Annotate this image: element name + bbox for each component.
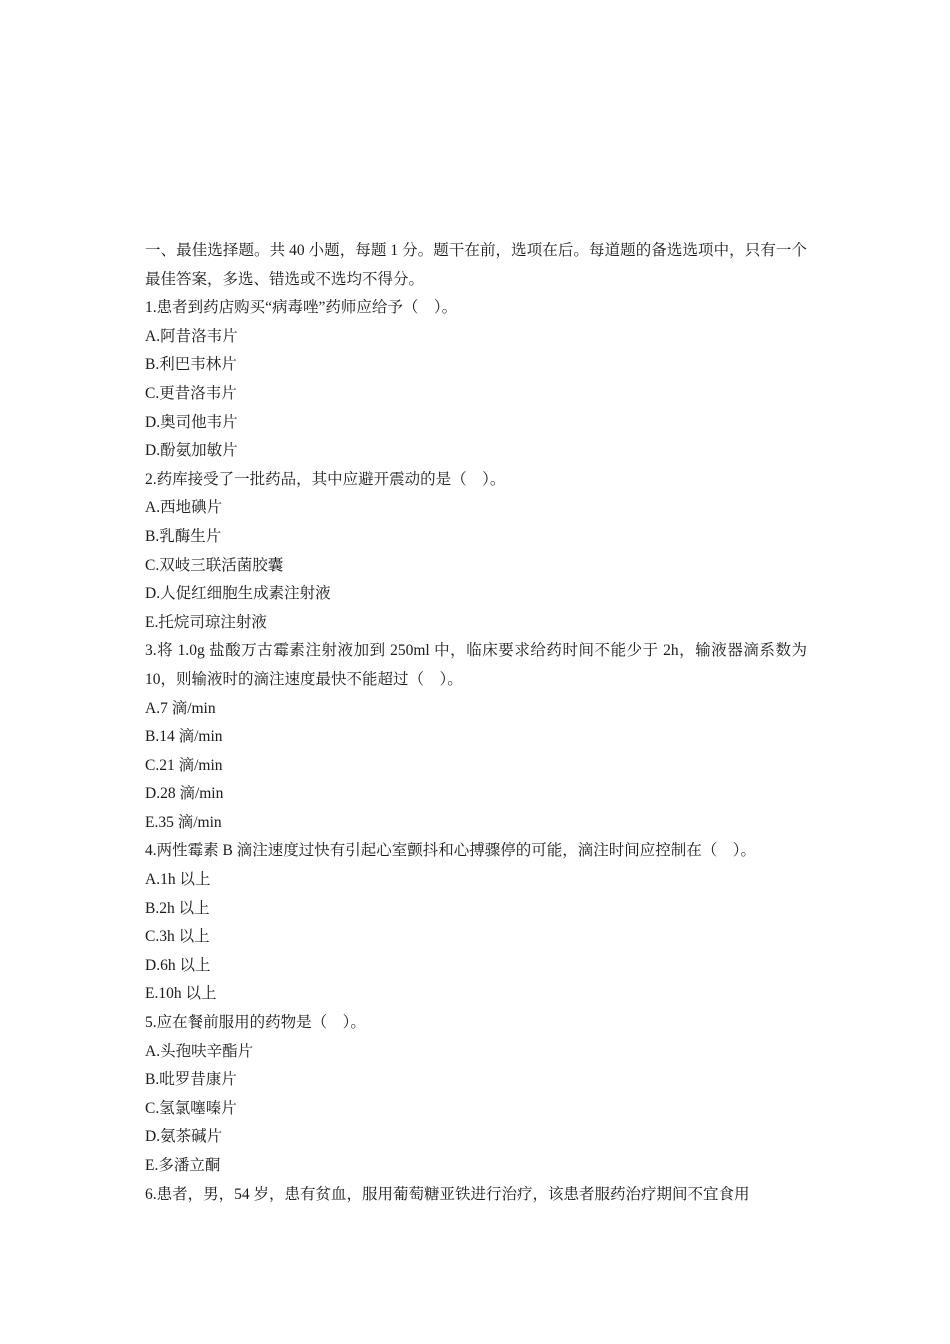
question-5	[145, 1009, 807, 1181]
question-3	[145, 637, 807, 837]
exam-content	[145, 237, 807, 1209]
question-stem: 6.患者，男，54 岁，患有贫血，服用葡萄糖亚铁进行治疗，该患者服药治疗期间不宜食用	[145, 1185, 750, 1203]
option-e: E.多潘立酮	[145, 1157, 221, 1174]
option-a: A.西地碘片	[145, 499, 223, 517]
option-c: C.双岐三联活菌胶囊	[145, 556, 284, 574]
option-b: B.吡罗昔康片	[145, 1071, 237, 1089]
question-stem: 4.两性霉素 B 滴注速度过快有引起心室颤抖和心搏骤停的可能，滴注时间应控制在（ ）。	[145, 842, 756, 860]
option-a: A.阿昔洛韦片	[145, 327, 238, 345]
option-a: A.头孢呋辛酯片	[145, 1042, 254, 1060]
option-c: C.3h 以上	[145, 928, 210, 946]
option-c: C.21 滴/min	[145, 756, 223, 774]
option-d: D.奥司他韦片	[145, 413, 238, 431]
question-stem: 2.药库接受了一批药品，其中应避开震动的是（ ）。	[145, 470, 506, 488]
question-4	[145, 837, 807, 1009]
option-b: B.2h 以上	[145, 899, 210, 917]
option-b: B.利巴韦林片	[145, 356, 237, 374]
question-stem: 1.患者到药店购买“病毒唑”药师应给予（ ）。	[145, 299, 458, 317]
option-e: D.酚氨加敏片	[145, 442, 238, 460]
option-e: E.35 滴/min	[145, 813, 222, 831]
option-e: E.托烷司琼注射液	[145, 613, 267, 631]
option-e: E.10h 以上	[145, 985, 217, 1003]
option-a: A.7 滴/min	[145, 699, 216, 717]
section-heading: 一、最佳选择题。共 40 小题，每题 1 分。题干在前，选项在后。每道题的备选选项中，只有一个最佳答案，多选、错选或不选均不得分。	[145, 242, 807, 288]
question-stem: 3.将 1.0g 盐酸万古霉素注射液加到 250ml 中，临床要求给药时间不能少于 2h，输液器滴系数为 10，则输液时的滴注速度最快不能超过（ ）。	[145, 642, 807, 688]
option-d: D.28 滴/min	[145, 785, 224, 803]
question-1	[145, 294, 807, 466]
option-c: C.氢氯噻嗪片	[145, 1099, 237, 1117]
question-stem: 5.应在餐前服用的药物是（ ）。	[145, 1014, 366, 1032]
option-b: B.14 滴/min	[145, 728, 223, 746]
option-c: C.更昔洛韦片	[145, 384, 237, 402]
option-b: B.乳酶生片	[145, 527, 222, 545]
option-d: D.6h 以上	[145, 956, 211, 974]
option-a: A.1h 以上	[145, 871, 211, 889]
option-d: D.人促红细胞生成素注射液	[145, 585, 331, 603]
option-d: D.氨茶碱片	[145, 1128, 223, 1146]
question-2	[145, 466, 807, 638]
question-6	[145, 1181, 807, 1210]
